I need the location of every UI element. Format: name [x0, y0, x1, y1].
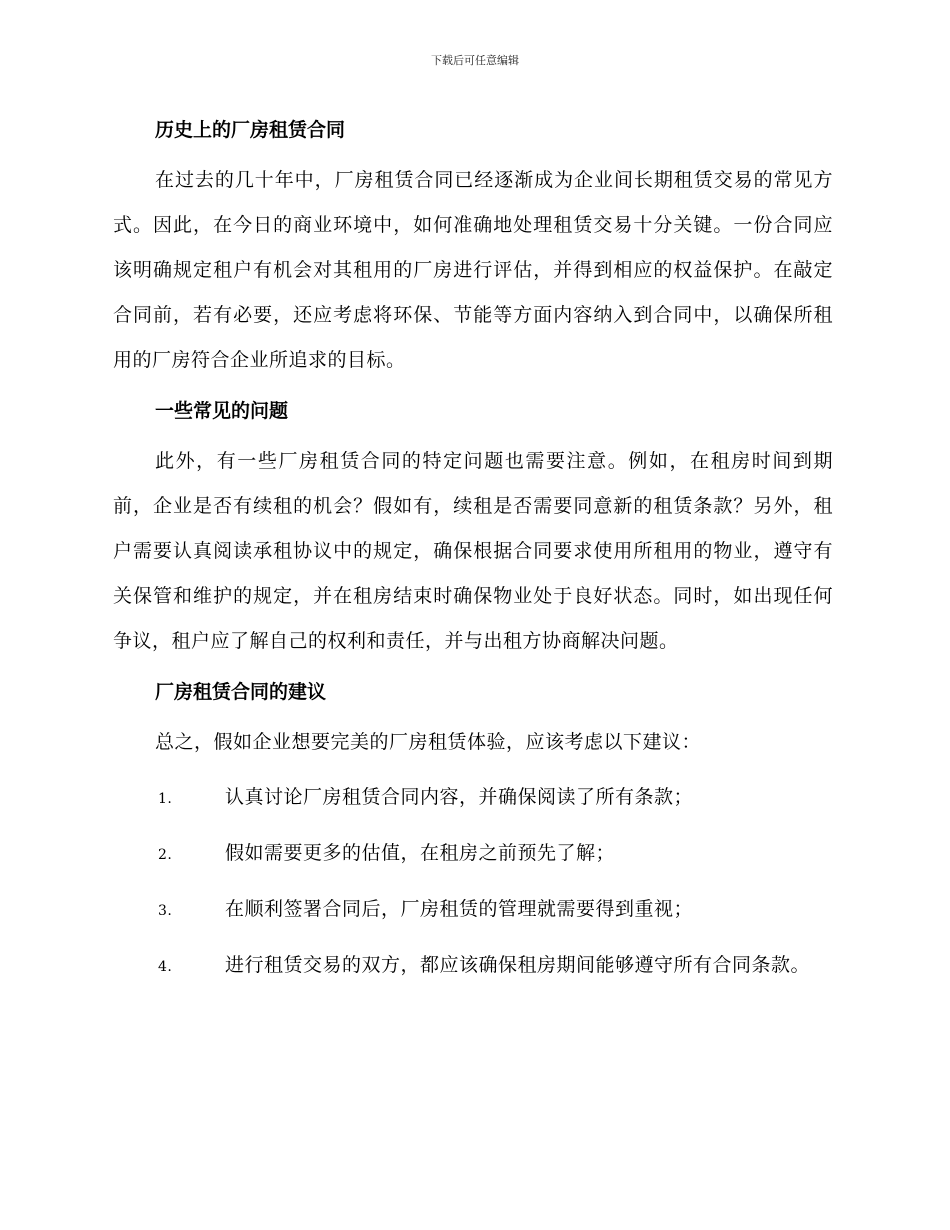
- list-item: [113, 887, 833, 934]
- paragraph-advice-intro: 总之，假如企业想要完美的厂房租赁体验，应该考虑以下建议：: [155, 731, 702, 753]
- list-item-number: 2.: [158, 847, 173, 863]
- section-heading-advice: 厂房租赁合同的建议: [155, 681, 327, 703]
- document-body: [113, 112, 833, 999]
- header-note: 下载后可任意编辑: [431, 54, 519, 67]
- list-item-number: 1.: [158, 791, 173, 807]
- list-item-text: 认真讨论厂房租赁合同内容，并确保阅读了所有条款；: [225, 786, 694, 808]
- paragraph-issues: 此外，有一些厂房租赁合同的特定问题也需要注意。例如，在租房时间到期前，企业是否有续租的机会？假如有，续租是否需要同意新的租赁条款？另外，租户需要认真阅读承租协议中的规定，确保根据合同要求使用所租用的物业，遵守有关保管和维护的规定，并在租房结束时确保物业处于良好状态。同时，如出现任何争议，租户应了解自己的权利和责任，并与出租方协商解决问题。: [113, 450, 833, 652]
- list-item-number: 4.: [158, 959, 173, 975]
- list-item: [113, 943, 833, 990]
- list-item-text: 在顺利签署合同后，厂房租赁的管理就需要得到重视；: [225, 898, 694, 920]
- section-heading-issues: 一些常见的问题: [155, 400, 289, 422]
- list-item: [113, 775, 833, 822]
- list-item: [113, 831, 833, 878]
- section-heading-history: 历史上的厂房租赁合同: [155, 119, 346, 141]
- list-item-text: 进行租赁交易的双方，都应该确保租房期间能够遵守所有合同条款。: [225, 954, 811, 976]
- list-item-number: 3.: [158, 903, 173, 919]
- list-item-text: 假如需要更多的估值，在租房之前预先了解；: [225, 842, 616, 864]
- paragraph-history: 在过去的几十年中，厂房租赁合同已经逐渐成为企业间长期租赁交易的常见方式。因此，在今日的商业环境中，如何准确地处理租赁交易十分关键。一份合同应该明确规定租户有机会对其租用的厂房进行评估，并得到相应的权益保护。在敲定合同前，若有必要，还应考虑将环保、节能等方面内容纳入到合同中，以确保所租用的厂房符合企业所追求的目标。: [113, 169, 833, 371]
